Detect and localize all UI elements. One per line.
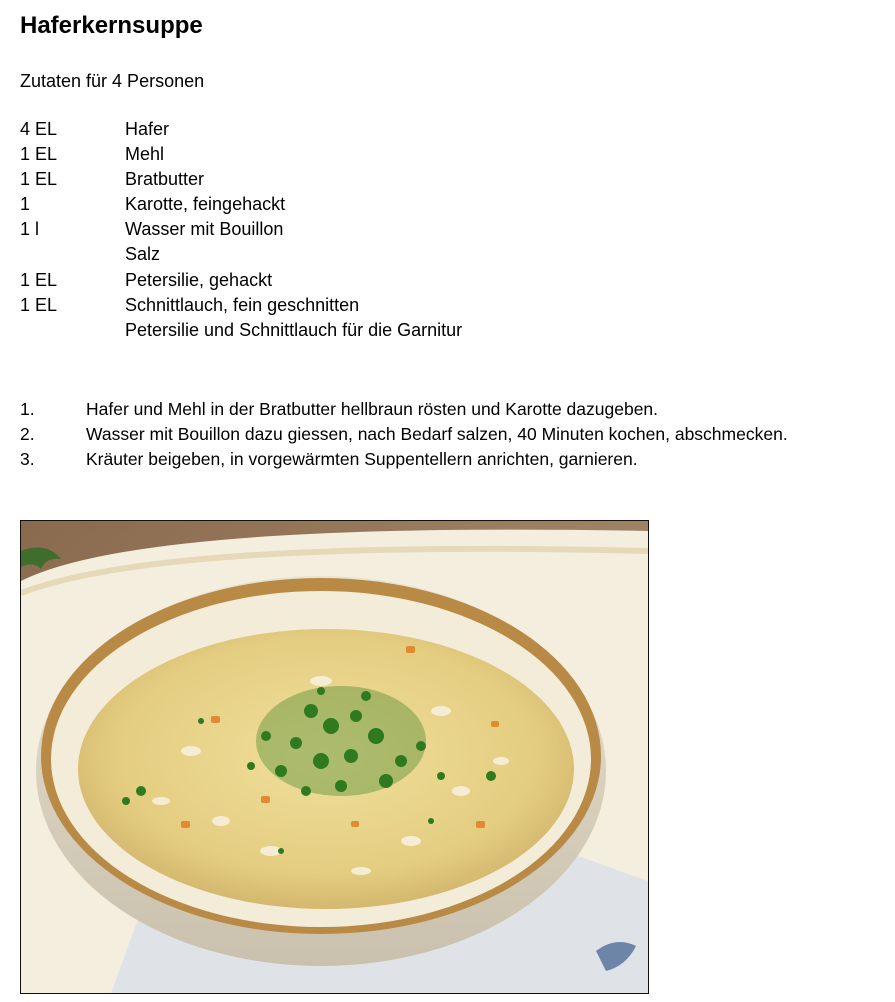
ingredient-quantity: 1 EL <box>20 269 58 290</box>
ingredient-row <box>20 268 462 293</box>
ingredient-row <box>20 142 462 167</box>
step-row <box>20 397 788 422</box>
step-number: 2. <box>20 424 35 444</box>
step-number: 3. <box>20 449 35 469</box>
ingredient-row <box>20 293 462 318</box>
ingredient-name: Petersilie und Schnittlauch für die Garnitur <box>125 319 463 340</box>
ingredient-row <box>20 117 462 142</box>
recipe-title: Haferkernsuppe <box>20 12 203 39</box>
soup-photo <box>20 520 649 994</box>
ingredient-name: Schnittlauch, fein geschnitten <box>125 294 360 315</box>
ingredient-name: Wasser mit Bouillon <box>125 219 284 240</box>
ingredient-row <box>20 217 462 242</box>
ingredient-name: Salz <box>125 244 161 265</box>
step-text: Kräuter beigeben, in vorgewärmten Suppentellern anrichten, garnieren. <box>86 449 638 469</box>
ingredient-quantity: 1 l <box>20 219 40 240</box>
ingredient-name: Bratbutter <box>125 169 205 190</box>
preparation-steps <box>20 397 788 472</box>
soup-illustration <box>21 521 648 993</box>
ingredient-name: Petersilie, gehackt <box>125 269 273 290</box>
ingredient-quantity: 1 <box>20 194 31 215</box>
step-number: 1. <box>20 399 35 419</box>
step-text: Wasser mit Bouillon dazu giessen, nach Bedarf salzen, 40 Minuten kochen, abschmecken. <box>86 424 788 444</box>
servings-label: Zutaten für 4 Personen <box>20 71 205 91</box>
ingredient-row <box>20 318 462 343</box>
ingredient-quantity: 1 EL <box>20 144 58 165</box>
ingredient-row <box>20 167 462 192</box>
ingredient-quantity: 1 EL <box>20 169 58 190</box>
step-row <box>20 422 788 447</box>
step-row <box>20 447 788 472</box>
ingredient-quantity: 4 EL <box>20 119 58 139</box>
ingredient-row <box>20 192 462 217</box>
ingredient-name: Karotte, feingehackt <box>125 194 286 215</box>
ingredient-quantity <box>20 318 125 343</box>
ingredient-row <box>20 242 462 267</box>
ingredient-list <box>20 117 462 343</box>
ingredient-quantity <box>20 242 125 267</box>
step-text: Hafer und Mehl in der Bratbutter hellbraun rösten und Karotte dazugeben. <box>86 399 659 419</box>
ingredient-quantity: 1 EL <box>20 294 58 315</box>
ingredient-name: Mehl <box>125 144 165 165</box>
ingredient-name: Hafer <box>125 119 170 139</box>
